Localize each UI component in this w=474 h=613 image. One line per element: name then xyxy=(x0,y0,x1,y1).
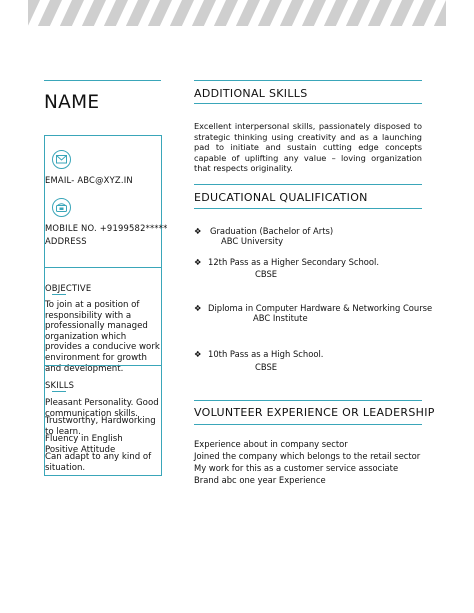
volunteer-bottom-rule xyxy=(194,424,422,425)
objective-title-underline xyxy=(52,294,66,295)
bullet-icon: ❖ xyxy=(194,257,202,267)
objective-title: OBJECTIVE xyxy=(45,283,92,293)
volunteer-item: Experience about in company sector xyxy=(194,439,348,449)
skills-title: SKILLS xyxy=(45,380,75,390)
decorative-stripe-band xyxy=(28,0,446,26)
skills-item: Pleasant Personality. Good communication skills. xyxy=(45,398,159,419)
education-item-title: Graduation (Bachelor of Arts) xyxy=(210,226,334,236)
volunteer-heading: VOLUNTEER EXPERIENCE OR LEADERSHIP xyxy=(194,406,435,419)
skills-title-underline xyxy=(52,391,66,392)
bullet-icon: ❖ xyxy=(194,303,202,313)
email-icon xyxy=(56,155,67,164)
education-item-institution: CBSE xyxy=(255,362,278,372)
objective-text: To join at a position of responsibility with a professionally managed organization which provides a conducive work environment for growth and development. xyxy=(45,300,160,374)
bullet-icon: ❖ xyxy=(194,349,202,359)
education-item-institution: ABC University xyxy=(221,236,284,246)
bullet-icon: ❖ xyxy=(194,226,202,236)
mobile-text: MOBILE NO. +9199582***** xyxy=(45,223,168,233)
volunteer-item: My work for this as a customer service associate xyxy=(194,463,399,473)
email-text: EMAIL- ABC@XYZ.IN xyxy=(45,175,133,185)
candidate-name: NAME xyxy=(44,92,100,113)
additional-skills-heading: ADDITIONAL SKILLS xyxy=(194,87,308,100)
education-top-rule xyxy=(194,184,422,185)
education-heading: EDUCATIONAL QUALIFICATION xyxy=(194,191,368,204)
volunteer-item: Brand abc one year Experience xyxy=(194,475,326,485)
education-item-institution: ABC Institute xyxy=(253,313,308,323)
education-item-institution: CBSE xyxy=(255,269,278,279)
skills-item: Can adapt to any kind of situation. xyxy=(45,452,152,473)
left-top-rule xyxy=(44,80,161,81)
education-bottom-rule xyxy=(194,208,422,209)
skills-item: Fluency in English Positive Attitude xyxy=(45,434,123,455)
volunteer-item: Joined the company which belongs to the retail sector xyxy=(194,451,421,461)
volunteer-top-rule xyxy=(194,400,422,401)
phone-icon xyxy=(56,203,67,212)
education-item-title: Diploma in Computer Hardware & Networking Course xyxy=(208,303,433,313)
skills-item: Trustworthy, Hardworking to learn. xyxy=(45,416,156,437)
additional-skills-text: Excellent interpersonal skills, passionately disposed to strategic thinking using creativity and as a launching pad to initiate and sustain cutting edge concepts capable of uplifting any value – loving organization that respects originality. xyxy=(194,121,422,174)
phone-circle xyxy=(52,198,71,217)
additional-skills-bottom-rule xyxy=(194,103,422,104)
education-item-title: 12th Pass as a Higher Secondary School. xyxy=(208,257,380,267)
address-text: ADDRESS xyxy=(45,236,87,246)
additional-skills-top-rule xyxy=(194,80,422,81)
email-circle xyxy=(52,150,71,169)
education-item-title: 10th Pass as a High School. xyxy=(208,349,324,359)
